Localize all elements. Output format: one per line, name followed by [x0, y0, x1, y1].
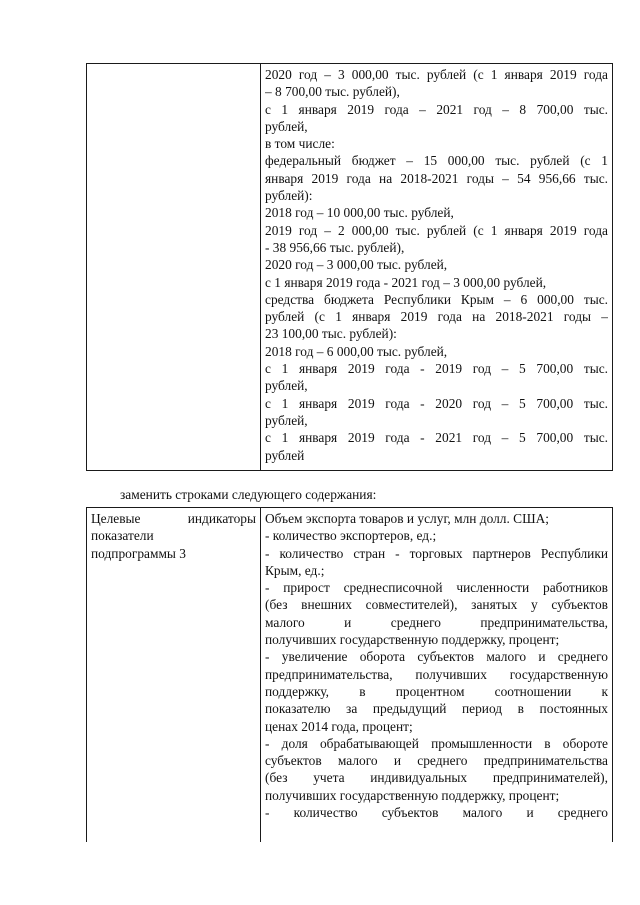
- indicator-label-line: подпрограммы 3: [91, 545, 186, 561]
- text-line: 2018 год – 6 000,00 тыс. рублей,: [265, 343, 448, 359]
- text-line: рублей,: [265, 378, 308, 394]
- text-line: - количество стран - торговых партнеров Республики: [265, 545, 608, 561]
- text-line: получивших государственную поддержку, процент;: [265, 632, 560, 648]
- text-line: с 1 января 2019 года - 2021 год – 3 000,00 рублей,: [265, 274, 547, 290]
- indicators-table: [86, 507, 613, 842]
- text-line: рублей,: [265, 118, 308, 134]
- table-cell-indicator-list: [261, 508, 613, 843]
- text-line: - количество экспортеров, ед.;: [265, 528, 437, 544]
- text-line: - доля обрабатывающей промышленности в обороте: [265, 735, 608, 751]
- text-line: предпринимательства, получивших государственную: [265, 666, 608, 682]
- text-line: рублей (с 1 января 2019 года на 2018-2021 годы –: [265, 309, 608, 325]
- text-line: поддержку, в процентном соотношении к: [265, 683, 608, 699]
- table-row: [87, 64, 613, 471]
- text-line: Объем экспорта товаров и услуг, млн долл. США;: [265, 511, 550, 526]
- text-line: - увеличение оборота субъектов малого и среднего: [265, 649, 608, 665]
- text-line: с 1 января 2019 года - 2021 год – 5 700,00 тыс.: [265, 430, 608, 446]
- text-line: 2019 год – 2 000,00 тыс. рублей (с 1 января 2019 года: [265, 222, 608, 238]
- table-row: [87, 508, 613, 843]
- text-line: 2020 год – 3 000,00 тыс. рублей,: [265, 257, 448, 273]
- text-line: января 2019 года на 2018-2021 годы – 54 956,66 тыс.: [265, 170, 608, 186]
- text-line: с 1 января 2019 года - 2020 год – 5 700,00 тыс.: [265, 395, 608, 411]
- text-line: 23 100,00 тыс. рублей):: [265, 326, 397, 342]
- text-line: субъектов малого и среднего предпринимательства: [265, 753, 608, 769]
- text-line: - 38 956,66 тыс. рублей),: [265, 239, 405, 255]
- text-line: с 1 января 2019 года - 2019 год – 5 700,00 тыс.: [265, 361, 608, 377]
- text-line: Крым, ед.;: [265, 562, 325, 578]
- text-line: рублей: [265, 447, 305, 463]
- text-line: федеральный бюджет – 15 000,00 тыс. рублей (с 1: [265, 153, 608, 169]
- text-line: в том числе:: [265, 136, 335, 152]
- text-line: - прирост среднесписочной численности работников: [265, 580, 608, 596]
- indicator-list-lines: [265, 510, 608, 821]
- replacement-intro-text: заменить строками следующего содержания:: [120, 487, 377, 502]
- text-line: средства бюджета Республики Крым – 6 000,00 тыс.: [265, 291, 608, 307]
- table-cell-label-empty: [87, 64, 261, 471]
- table-cell-indicator-label: [87, 508, 261, 843]
- text-line: 2020 год – 3 000,00 тыс. рублей (с 1 января 2019 года: [265, 67, 608, 82]
- text-line: ценах 2014 года, процент;: [265, 718, 413, 734]
- text-line: (без внешних совместителей), занятых у субъектов: [265, 597, 608, 613]
- text-line: получивших государственную поддержку, процент;: [265, 787, 560, 803]
- indicator-label-line: Целевые индикаторы: [91, 511, 256, 526]
- funding-text-lines: [265, 66, 608, 464]
- text-line: малого и среднего предпринимательства,: [265, 614, 608, 630]
- text-line: - количество субъектов малого и среднего: [265, 805, 608, 821]
- text-line: с 1 января 2019 года – 2021 год – 8 700,00 тыс.: [265, 101, 608, 117]
- text-line: показателю за предыдущий период в постоянных: [265, 701, 608, 717]
- text-line: рублей):: [265, 188, 313, 204]
- text-line: (без учета индивидуальных предпринимателей),: [265, 770, 608, 786]
- table-cell-funding-text: [261, 64, 613, 471]
- indicator-label-line: показатели: [91, 528, 154, 544]
- funding-table: [86, 63, 613, 471]
- text-line: рублей,: [265, 412, 308, 428]
- text-line: 2018 год – 10 000,00 тыс. рублей,: [265, 205, 454, 221]
- text-line: – 8 700,00 тыс. рублей),: [265, 84, 400, 100]
